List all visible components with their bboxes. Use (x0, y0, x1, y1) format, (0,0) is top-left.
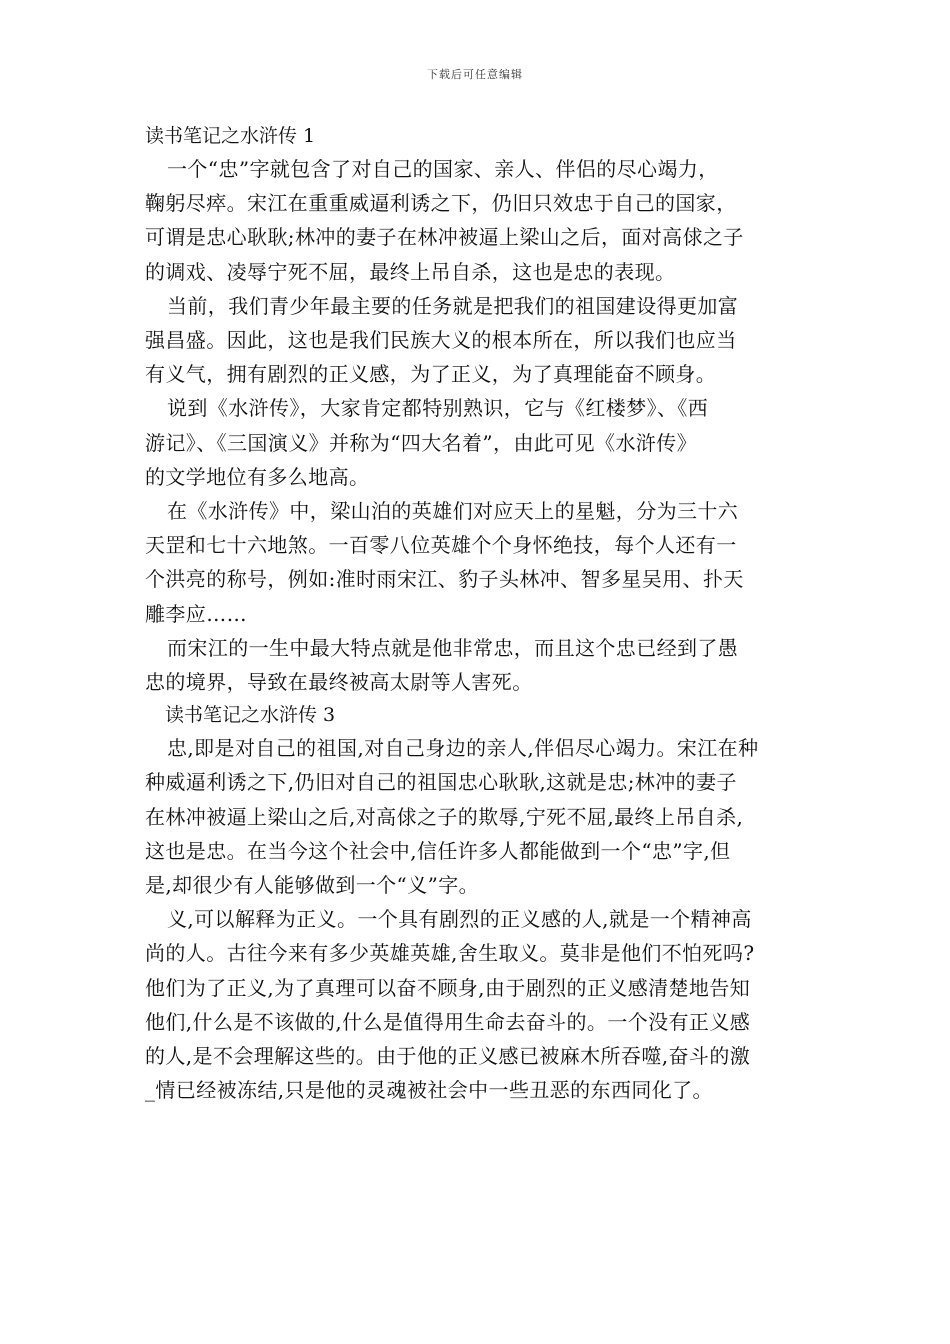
text-line: 强昌盛。因此，这也是我们民族大义的根本所在，所以我们也应当 (145, 328, 737, 353)
text-line: 可谓是忠心耿耿;林冲的妻子在林冲被逼上梁山之后，面对高俅之子 (145, 225, 744, 250)
text-line: 的调戏、凌辱宁死不屈，最终上吊自杀，这也是忠的表现。 (145, 259, 676, 284)
text-line: 说到《水浒传》，大家肯定都特别熟识，它与《红楼梦》、《西 (167, 396, 709, 421)
document-body (145, 120, 810, 1107)
text-line: 在《水浒传》中，梁山泊的英雄们对应天上的星魁，分为三十六 (167, 499, 739, 524)
text-line: 忠的境界，导致在最终被高太尉等人害死。 (145, 670, 533, 695)
section-title: 读书笔记之水浒传 1 (145, 125, 316, 147)
paragraph (145, 631, 810, 699)
text-line: 种威逼利诱之下,仍旧对自己的祖国忠心耿耿,这就是忠;林冲的妻子 (145, 770, 737, 795)
text-line: 天罡和七十六地煞。一百零八位英雄个个身怀绝技，每个人还有一 (145, 533, 737, 558)
section-title: 读书笔记之水浒传 3 (165, 704, 336, 727)
page-header-note: 下载后可任意编辑 (427, 68, 523, 81)
text-line: 义,可以解释为正义。一个具有剧烈的正义感的人,就是一个精神高 (167, 907, 752, 932)
text-line: 当前，我们青少年最主要的任务就是把我们的祖国建设得更加富 (167, 293, 739, 318)
text-line: 这也是忠。在当今这个社会中,信任许多人都能做到一个“忠”字,但 (145, 838, 731, 863)
paragraph (145, 731, 810, 902)
text-line: 的文学地位有多么地高。 (145, 464, 370, 489)
text-line: 一个“忠”字就包含了对自己的国家、亲人、伴侣的尽心竭力， (167, 157, 719, 181)
paragraph (145, 902, 810, 1107)
text-line: 雕李应…… (145, 601, 247, 626)
paragraph (145, 391, 810, 494)
text-line: 他们为了正义,为了真理可以奋不顾身,由于剧烈的正义感清楚地告知 (145, 975, 751, 1000)
text-line: 游记》、《三国演义》并称为“四大名着”，由此可见《水浒传》 (145, 430, 698, 455)
text-line: 他们,什么是不该做的,什么是值得用生命去奋斗的。一个没有正义感 (145, 1009, 751, 1034)
text-line: 尚的人。古往今来有多少英雄英雄,舍生取义。莫非是他们不怕死吗? (145, 941, 755, 966)
text-line: 有义气，拥有剧烈的正义感，为了正义，为了真理能奋不顾身。 (145, 362, 717, 387)
text-line: 鞠躬尽瘁。宋江在重重威逼利诱之下，仍旧只效忠于自己的国家， (145, 191, 737, 216)
paragraph (145, 494, 810, 631)
text-line: 是,却很少有人能够做到一个“义”字。 (145, 873, 480, 898)
text-line: _情已经被冻结,只是他的灵魂被社会中一些丑恶的东西同化了。 (145, 1078, 713, 1103)
text-line: 个洪亮的称号，例如:准时雨宋江、豹子头林冲、智多星吴用、扑天 (145, 567, 744, 592)
paragraph (145, 289, 810, 392)
paragraph (145, 152, 810, 289)
text-line: 的人,是不会理解这些的。由于他的正义感已被麻木所吞噬,奋斗的激 (145, 1044, 751, 1069)
text-line: 忠,即是对自己的祖国,对自己身边的亲人,伴侣尽心竭力。宋江在种 (167, 736, 759, 761)
text-line: 在林冲被逼上梁山之后,对高俅之子的欺辱,宁死不屈,最终上吊自杀, (145, 804, 744, 829)
text-line: 而宋江的一生中最大特点就是他非常忠，而且这个忠已经到了愚 (167, 635, 739, 660)
